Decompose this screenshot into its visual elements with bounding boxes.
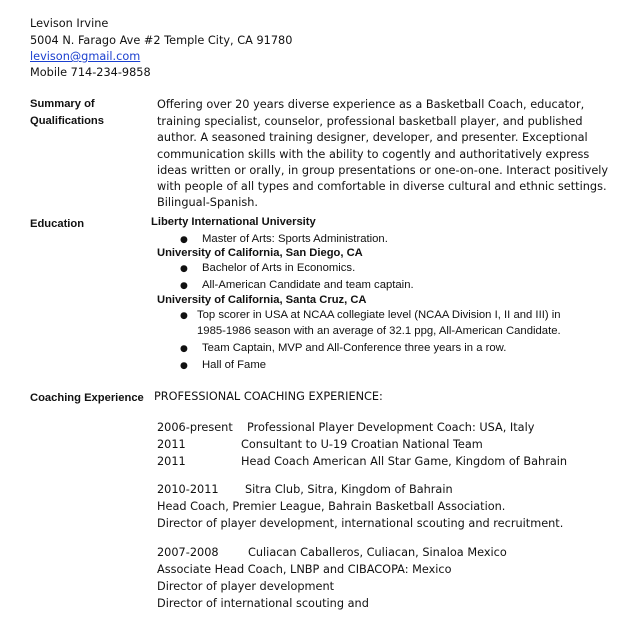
job-year: 2006-present	[157, 421, 233, 434]
bullet-icon: ●	[180, 361, 188, 371]
education-item: Hall of Fame	[202, 359, 267, 371]
summary-line: Offering over 20 years diverse experience as a Basketball Coach, educator,	[157, 98, 585, 111]
summary-line: communication skills with the ability to cogently and authoritatively express	[157, 148, 590, 161]
bullet-icon: ●	[180, 344, 188, 354]
coaching-label: Coaching Experience	[30, 392, 144, 404]
job-detail: Head Coach, Premier League, Bahrain Basketball Association.	[157, 500, 506, 513]
education-item: Bachelor of Arts in Economics.	[202, 262, 356, 274]
summary-line: ideas written or orally, in group presentations or one-on-one. Interact positively	[157, 164, 609, 177]
bullet-icon: ●	[180, 281, 188, 291]
job-description: Professional Player Development Coach: USA, Italy	[247, 421, 535, 434]
education-item: Team Captain, MVP and All-Conference three years in a row.	[202, 342, 507, 354]
job-detail: Director of player development	[157, 580, 335, 593]
summary-label-line1: Summary of	[30, 98, 95, 110]
resume-name: Levison Irvine	[30, 17, 109, 30]
job-detail: Associate Head Coach, LNBP and CIBACOPA: Mexico	[157, 563, 452, 576]
job-description: Consultant to U-19 Croatian National Team	[241, 438, 483, 451]
bullet-icon: ●	[180, 264, 188, 274]
job-year: 2007-2008	[157, 546, 219, 559]
coaching-heading: PROFESSIONAL COACHING EXPERIENCE:	[154, 390, 383, 403]
summary-label-line2: Qualifications	[30, 115, 104, 127]
resume-address: 5004 N. Farago Ave #2 Temple City, CA 91780	[30, 34, 293, 47]
job-detail: Director of player development, international scouting and recruitment.	[157, 517, 564, 530]
mobile-number: Mobile 714-234-9858	[30, 66, 151, 79]
bullet-icon: ●	[180, 235, 188, 245]
bullet-icon: ●	[180, 311, 188, 321]
school-name: Liberty International University	[151, 216, 316, 228]
education-item-continuation: 1985-1986 season with an average of 32.1 ppg, All-American Candidate.	[197, 325, 561, 337]
education-label: Education	[30, 218, 85, 230]
school-name: University of California, San Diego, CA	[157, 247, 363, 259]
job-year: 2010-2011	[157, 483, 219, 496]
summary-line: with people of all types and comfortable in diverse cultural and ethnic settings.	[157, 180, 607, 193]
job-year: 2011	[157, 455, 186, 468]
job-organization: Culiacan Caballeros, Culiacan, Sinaloa Mexico	[248, 546, 507, 559]
job-detail: Director of international scouting and	[157, 597, 369, 610]
job-organization: Sitra Club, Sitra, Kingdom of Bahrain	[245, 483, 453, 496]
email-link[interactable]: levison@gmail.com	[30, 50, 141, 63]
education-item: Master of Arts: Sports Administration.	[202, 233, 388, 245]
summary-line: training specialist, counselor, professional basketball player, and published	[157, 115, 583, 128]
job-year: 2011	[157, 438, 186, 451]
school-name: University of California, Santa Cruz, CA	[157, 294, 367, 306]
job-description: Head Coach American All Star Game, Kingdom of Bahrain	[241, 455, 568, 468]
summary-line: author. A seasoned training designer, developer, and presenter. Exceptional	[157, 131, 588, 144]
summary-line: Bilingual-Spanish.	[157, 196, 258, 209]
education-item: All-American Candidate and team captain.	[202, 279, 414, 291]
education-item: Top scorer in USA at NCAA collegiate level (NCAA Division I, II and III) in	[197, 309, 561, 321]
